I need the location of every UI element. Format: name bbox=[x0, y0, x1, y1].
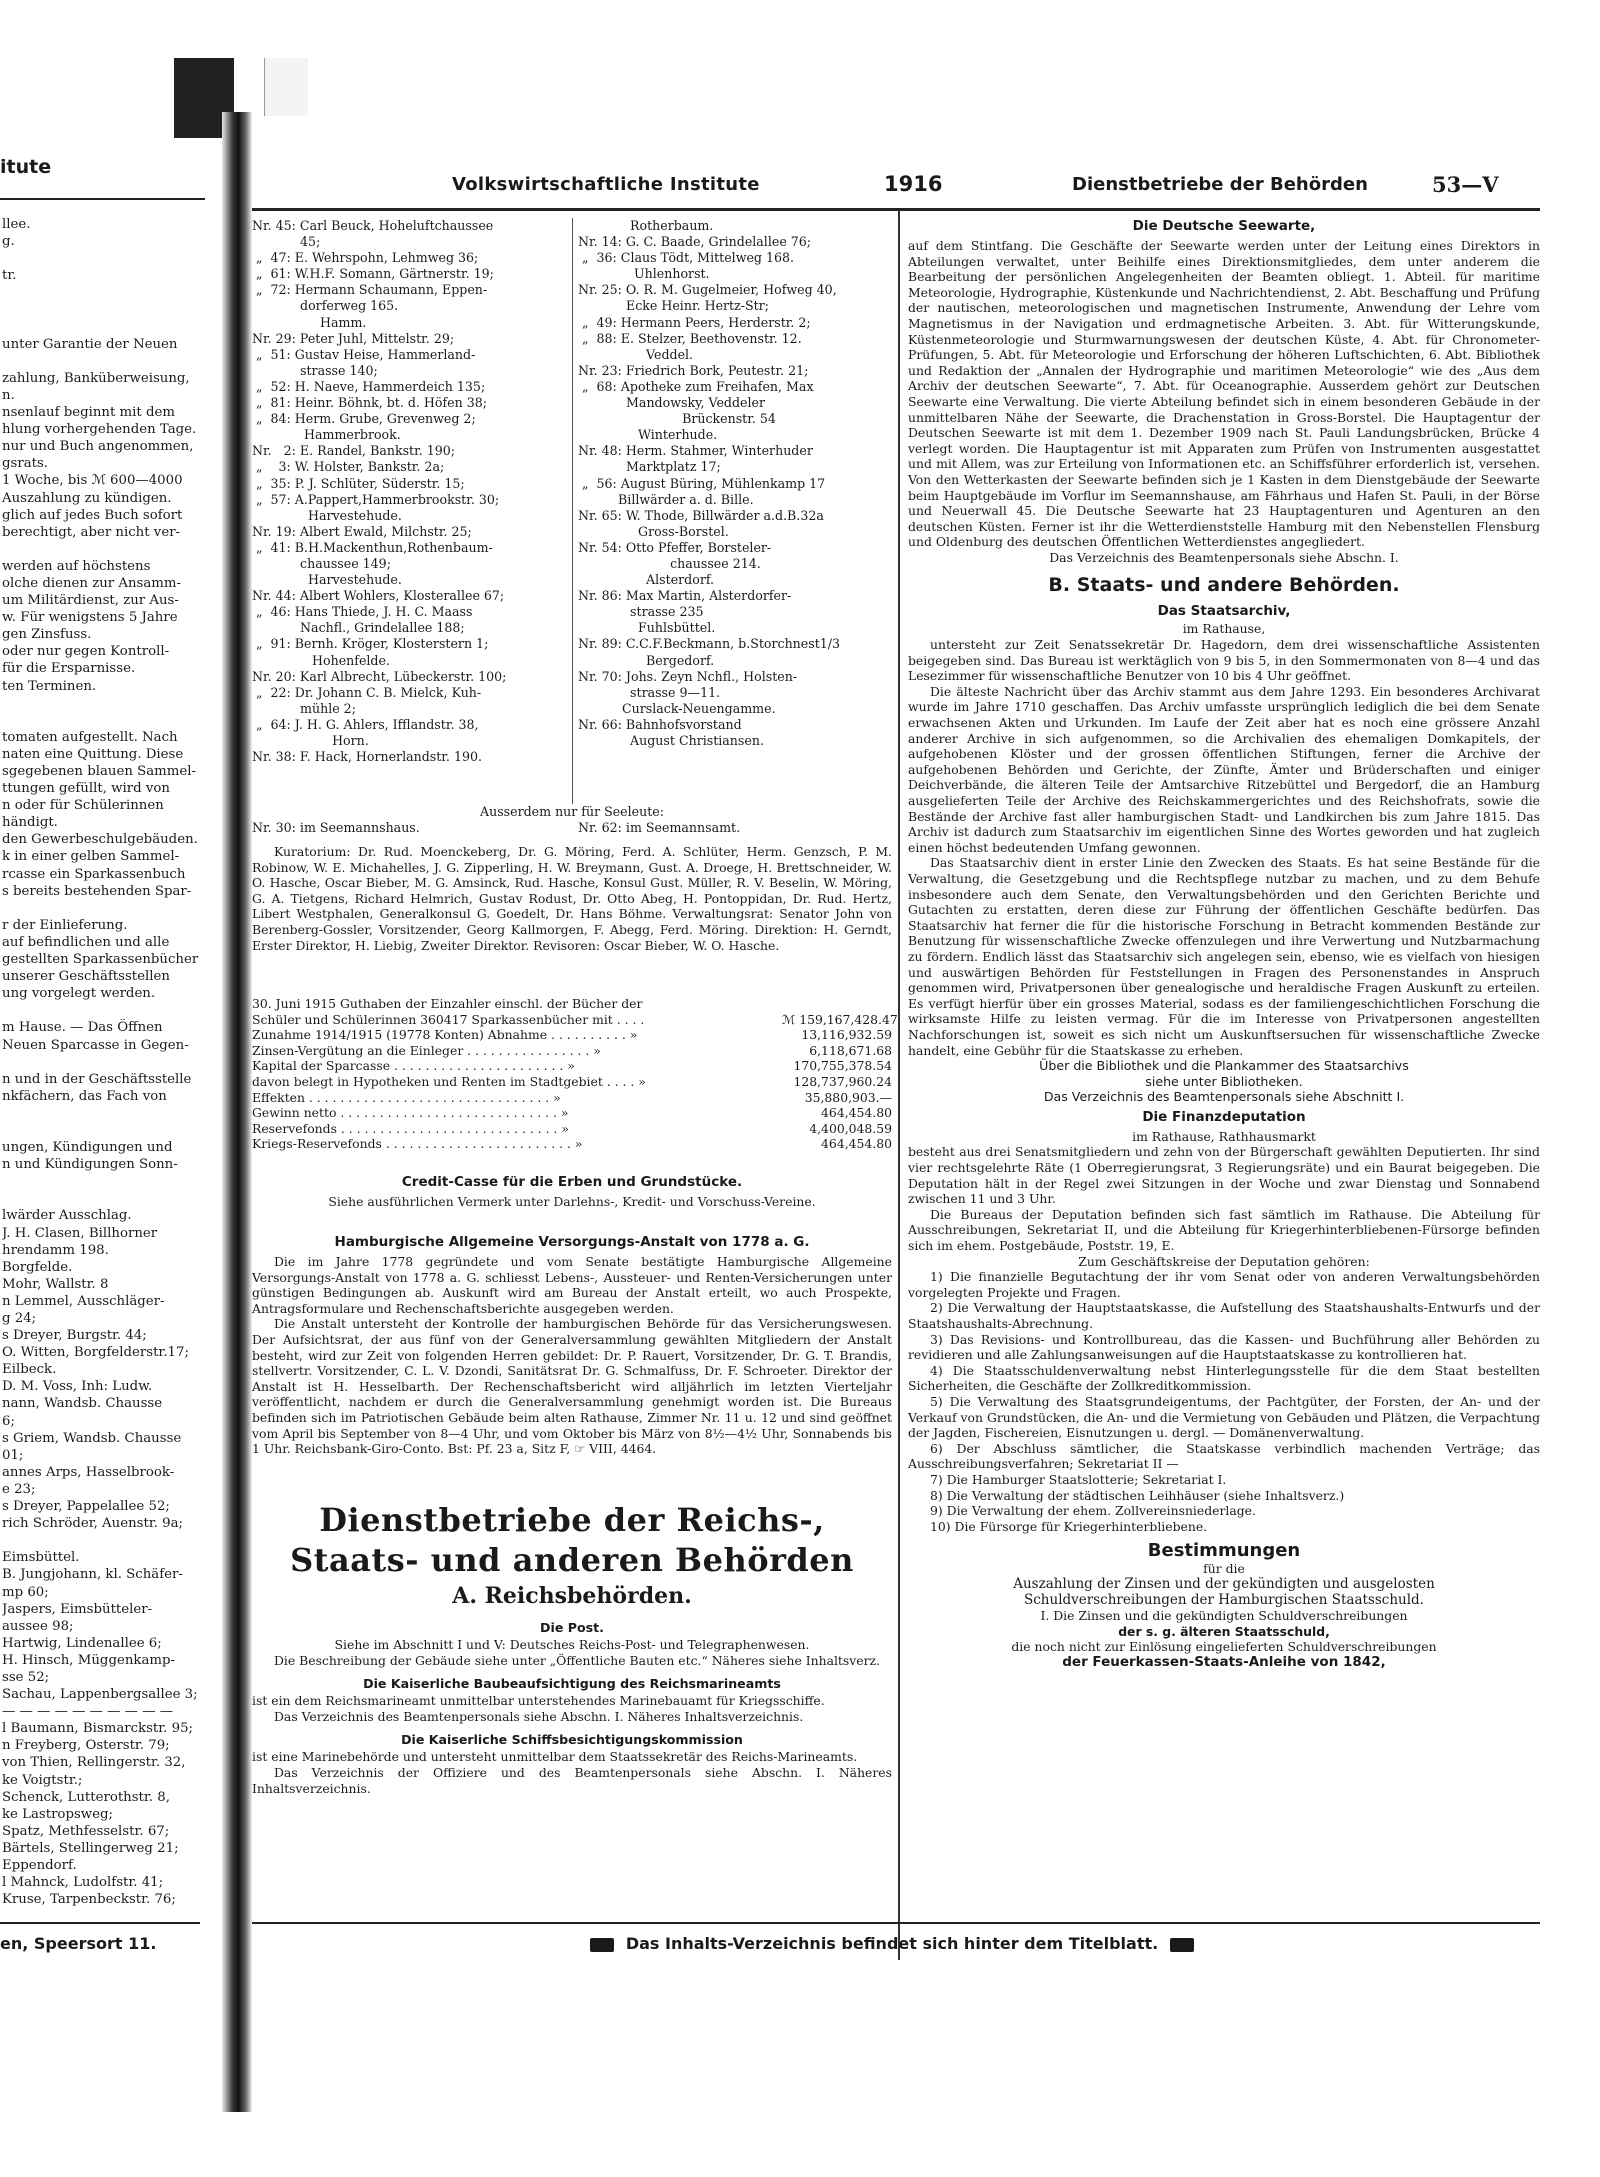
header-rule bbox=[252, 208, 1540, 211]
seeleute-left: Nr. 30: im Seemannshaus. bbox=[252, 820, 420, 836]
text-line: naten eine Quittung. Diese bbox=[2, 746, 184, 762]
versorgung-p2: Die Anstalt untersteht der Kontrolle der hamburgischen Behörde für das Versicherungswesen. Der Aufsichtsrat, der aus fünf von der Generalversammlung gewählten Mitgliedern der Anstalt besteht, wird zur Zeit von folgenden Herren gebildet: Dr. P. Rauert, Vorsitzender, Dr. G. T. Brandis, stellvertr. Vorsitzender, C. L. V. Dzondi, Sanitätsrat Dr. G. Schmalfuss, Dr. F. Schroeter. Direktor der Anstalt ist H. Hesselbarth. Der Rechenschaftsbericht wird alljährlich im letzten Vierteljahr veröffentlicht, nachdem er durch die Generalversammlung genehmigt worden ist. Die Bureaus befinden sich im Patriotischen Gebäude beim alten Rathause, Zimmer Nr. 11 u. 12 und sind geöffnet vom April bis September von 8—4 Uhr, und vom Oktober bis März von 8½—4½ Uhr, Sonnabends bis 1 Uhr. Reichsbank-Giro-Conto. Bst: Pf. 23 a, Sitz F, ☞ VIII, 4464. bbox=[252, 1316, 892, 1457]
library-tag-strip bbox=[264, 58, 308, 116]
text-line bbox=[2, 1054, 222, 1071]
bottom-note-text: Das Inhalts-Verzeichnis befindet sich hinter dem Titelblatt. bbox=[625, 1934, 1159, 1953]
stat-value bbox=[782, 996, 892, 1012]
text-line: nur und Buch angenommen, bbox=[2, 439, 194, 455]
seeleute-heading: Ausserdem nur für Seeleute: bbox=[480, 804, 664, 819]
text-line: gestellten Sparkassenbücher bbox=[2, 952, 199, 968]
text-line: „ 41: B.H.Mackenthun,Rothenbaum- bbox=[252, 539, 493, 555]
text-line: „ 22: Dr. Johann C. B. Mielck, Kuh- bbox=[252, 684, 482, 700]
text-line: „ 84: Herm. Grube, Grevenweg 2; bbox=[252, 411, 476, 427]
text-line: dorferweg 165. bbox=[252, 298, 399, 314]
geschaeftskreis-item: 10) Die Fürsorge für Kriegerhinterbliebene. bbox=[930, 1518, 1208, 1534]
collection-points-list-left bbox=[252, 218, 570, 765]
geschaeftskreis-item: 3) Das Revisions- und Kontrollbureau, das die Kassen- und Buchführung aller Behörden zu revidieren und alle Zahlungsanweisungen auf die Hauptstaatskasse zu kontrollieren hat. bbox=[908, 1331, 1540, 1363]
text-line: Nr. 44: Albert Wohlers, Klosterallee 67; bbox=[252, 588, 505, 604]
column-left bbox=[252, 218, 898, 1998]
text-line bbox=[2, 1122, 222, 1139]
text-line: Hammerbrook. bbox=[252, 427, 401, 443]
text-line: g. bbox=[2, 234, 15, 250]
text-line: olche dienen zur Ansamm- bbox=[2, 575, 182, 591]
text-line: n und in der Geschäftsstelle bbox=[2, 1071, 192, 1087]
text-line: „ 61: W.H.F. Somann, Gärtnerstr. 19; bbox=[252, 266, 494, 282]
text-line bbox=[2, 319, 222, 336]
text-line bbox=[2, 541, 222, 558]
geschaeftskreis-list bbox=[908, 1269, 1540, 1534]
text-line: Billwärder a. d. Bille. bbox=[578, 491, 754, 507]
text-line: Bärtels, Stellingerweg 21; bbox=[2, 1840, 179, 1856]
seewarte-title: Die Deutsche Seewarte, bbox=[1132, 218, 1316, 234]
text-line: Mandowsky, Veddeler bbox=[578, 395, 765, 411]
text-line: nann, Wandsb. Chausse bbox=[2, 1396, 163, 1412]
text-line: zahlung, Banküberweisung, bbox=[2, 370, 190, 386]
staatsarchiv-p3: Das Staatsarchiv dient in erster Linie den Zwecken des Staats. Es hat seine Bestände für die Verwaltung, die Gesetzgebung und die Rechtspflege nutzbar zu machen, und zu dem Behufe insbesondere auch dem Senate, den Verwaltungsbehörden und den Gerichten Berichte und Gutachten zu erstatten, deren diese zur Führung der öffentlichen Geschäfte bedürfen. Das Staatsarchiv hat ferner die für die historische Forschung in Betracht kommenden Bestände zur Benutzung für wissenschaftliche Zwecke offenzulegen und ihre Verwertung und Nutzbarmachung zu fördern. Endlich lässt das Staatsarchiv sich angelegen sein, ebenso, wie es vielfach von hiesigen und auswärtigen Behörden für Feststellungen in Fragen des Personenstandes in Anspruch genommen wird, Privatpersonen über genealogische und heraldische Fragen Auskunft zu erteilen. Es verfügt hierfür über ein grosses Material, sodass es der familiengeschichtlichen Forschung die wirksamste Hilfe zu leisten vermag. Für die im Interesse von Privatpersonen angestellten Nachforschungen ist, soweit es sich nicht um Auskunftsersuchen für wissenschaftliche Zwecke handelt, eine Gebühr für die Staatskasse zu erheben. bbox=[908, 855, 1540, 1058]
text-line: Mohr, Wallstr. 8 bbox=[2, 1276, 109, 1292]
text-line: ten Terminen. bbox=[2, 678, 97, 694]
credit-casse-title: Credit-Casse für die Erben und Grundstücke. bbox=[401, 1174, 743, 1190]
text-line: Nachfl., Grindelallee 188; bbox=[252, 620, 465, 636]
finanzdeputation-title: Die Finanzdeputation bbox=[1142, 1108, 1306, 1125]
text-line: ttungen gefüllt, wird von bbox=[2, 781, 170, 797]
sparcasse-statistics bbox=[252, 996, 898, 1152]
text-line: 6; bbox=[2, 1413, 15, 1429]
text-line: ke Voigtstr.; bbox=[2, 1772, 83, 1788]
dienst-title-line2: Staats- und anderen Behörden bbox=[290, 1541, 854, 1579]
text-line: Nr. 19: Albert Ewald, Milchstr. 25; bbox=[252, 523, 472, 539]
text-line: unserer Geschäftsstellen bbox=[2, 969, 170, 985]
text-line: mp 60; bbox=[2, 1584, 49, 1600]
stat-label: Schüler und Schülerinnen 360417 Sparkassenbücher mit . . . . bbox=[252, 1011, 645, 1027]
text-line: strasse 9—11. bbox=[578, 684, 721, 700]
geschaeftskreis-item: 2) Die Verwaltung der Hauptstaatskasse, die Aufstellung des Staatshaushalts-Entwurfs und der Staatshaushalts-Abrechnung. bbox=[908, 1300, 1540, 1331]
text-line bbox=[2, 250, 222, 267]
text-line: den Gewerbeschulgebäuden. bbox=[2, 832, 198, 848]
text-line: n. bbox=[2, 387, 15, 403]
text-line: Spatz, Methfesselstr. 67; bbox=[2, 1823, 170, 1839]
text-line: Fuhlsbüttel. bbox=[578, 620, 716, 636]
dienstbetriebe-block bbox=[252, 1500, 892, 1796]
kuratorium-paragraph bbox=[252, 844, 892, 953]
finanzdeputation-location: im Rathause, Rathhausmarkt bbox=[1132, 1128, 1316, 1144]
kuratorium-text: Kuratorium: Dr. Rud. Moenckeberg, Dr. G. Möring, Ferd. A. Schlüter, Herm. Genzsch, P. M. Robinow, W. E. Michahelles, J. G. Zipperling, H. W. Breymann, Gust. A. Droege, H. Brettschneider, W. O. Hasche, Oscar Bieber, M. G. Amsinck, Rud. Hasche, Konsul Gust. Müller, R. V. Beselin, W. Möring, G. A. Tietgens, Richard Helmrich, Gustav Rodust, Dr. Otto Abeg, H. Pontoppidan, Dr. Rud. Hertz, Libert Westphalen, Generalkonsul G. Goedelt, Dr. Hans Böhme. Verwaltungsrat: Senator John von Berenberg-Gossler, Vorsitzender, Georg Kallmorgen, F. Abegg, Ferd. Möring. Direktion: H. Gerndt, Erster Direktor, H. Liebig, Zweiter Direktor. Revisoren: Oscar Bieber, W. O. Hasche. bbox=[252, 844, 892, 953]
text-line: Horn. bbox=[252, 733, 369, 748]
geschaeftskreis-item: 4) Die Staatsschuldenverwaltung nebst Hinterlegungsstelle für die dem Staat bestellten Sicherheiten, die Geschäfte der Zollkreditkommission. bbox=[908, 1362, 1540, 1394]
bestimmungen-line6: die noch nicht zur Einlösung eingelieferten Schuldverschreibungen bbox=[1011, 1639, 1437, 1655]
stat-value: 6,118,671.68 bbox=[809, 1042, 892, 1058]
stat-value: 128,737,960.24 bbox=[793, 1073, 892, 1089]
geschaeftskreis-item: 8) Die Verwaltung der städtischen Leihhäuser (siehe Inhaltsverz.) bbox=[930, 1487, 1345, 1503]
staatsarchiv-p1: untersteht zur Zeit Senatssekretär Dr. Hagedorn, dem drei wissenschaftliche Assistenten beigegeben sind. Das Bureau ist werktäglich von 9 bis 5, in den Sommermonaten von 8—4 und das Lesezimmer für wissenschaftliche Benutzer von 10 bis 4 Uhr geöffnet. bbox=[908, 637, 1540, 684]
text-line: Jaspers, Eimsbütteler- bbox=[2, 1601, 153, 1617]
geschaeftskreis-item: 7) Die Hamburger Staatslotterie; Sekretariat I. bbox=[930, 1471, 1227, 1487]
text-line: s bereits bestehenden Spar- bbox=[2, 883, 192, 899]
text-line: Brückenstr. 54 bbox=[578, 411, 776, 427]
text-line: strasse 140; bbox=[252, 362, 378, 378]
text-line: Marktplatz 17; bbox=[578, 459, 721, 475]
text-line: Nr. 25: O. R. M. Gugelmeier, Hofweg 40, bbox=[578, 282, 837, 298]
stat-row bbox=[252, 1011, 898, 1028]
stat-row bbox=[252, 1136, 892, 1152]
text-line: — — — — — — — — — — bbox=[2, 1704, 174, 1720]
page-number: 53—V bbox=[1432, 172, 1499, 197]
text-line: „ 51: Gustav Heise, Hammerland- bbox=[252, 346, 476, 362]
stat-value: 464,454.80 bbox=[821, 1136, 892, 1152]
text-line: „ 56: August Büring, Mühlenkamp 17 bbox=[578, 475, 826, 491]
text-line: Nr. 65: W. Thode, Billwärder a.d.B.32a bbox=[578, 507, 824, 523]
stat-value: ℳ 159,167,428.47 bbox=[782, 1011, 898, 1027]
stat-row bbox=[252, 1074, 892, 1090]
page-header bbox=[252, 168, 1542, 202]
text-line: von Thien, Rellingerstr. 32, bbox=[2, 1755, 186, 1771]
text-line: Ecke Heinr. Hertz-Str; bbox=[578, 298, 769, 314]
pointing-hand-icon bbox=[590, 1938, 614, 1952]
text-line: l Mahnck, Ludolfstr. 41; bbox=[2, 1875, 164, 1891]
text-line bbox=[2, 1173, 222, 1190]
schiffsbesichtigung-text1: ist eine Marinebehörde und untersteht unmittelbar dem Staatssekretär des Reichs-Marineamts. bbox=[252, 1749, 858, 1765]
text-line: händigt. bbox=[2, 815, 58, 831]
credit-casse-block bbox=[252, 1168, 892, 1210]
schiffsbesichtigung-text2: Das Verzeichnis der Offiziere und des Beamtenpersonals siehe Abschn. I. Näheres Inhaltsverzeichnis. bbox=[252, 1764, 892, 1796]
text-line: Winterhude. bbox=[578, 427, 718, 443]
left-page-header: itute bbox=[0, 156, 52, 178]
stat-row bbox=[252, 996, 892, 1012]
text-line: Nr. 89: C.C.F.Beckmann, b.Storchnest1/3 bbox=[578, 636, 841, 652]
page-fold-shadow bbox=[222, 112, 252, 2112]
finanzdeputation-p2: Die Bureaus der Deputation befinden sich fast sämtlich im Rathause. Die Abteilung für Ausschreibungen, Sekretariat II, und die Abteilung für Kriegerhinterbliebenen-Fürsorge befinden sich im ehem. Postgebäude, Poststr. 19, E. bbox=[908, 1206, 1540, 1254]
seewarte-verzeichnis: Das Verzeichnis des Beamtenpersonals siehe Abschn. I. bbox=[1049, 549, 1399, 565]
text-line bbox=[2, 301, 222, 318]
post-text2: Die Beschreibung der Gebäude siehe unter „Öffentliche Bauten etc.“ Näheres siehe Inhaltsverz. bbox=[274, 1652, 880, 1668]
sub-column-divider bbox=[572, 218, 573, 804]
credit-casse-text: Siehe ausführlichen Vermerk unter Darlehns-, Kredit- und Vorschuss-Vereine. bbox=[328, 1194, 816, 1209]
stat-value: 4,400,048.59 bbox=[809, 1120, 892, 1136]
text-line: oder nur gegen Kontroll- bbox=[2, 644, 170, 660]
main-page bbox=[252, 112, 1552, 2102]
finanzdeputation-p1: besteht aus drei Senatsmitgliedern und zehn von der Bürgerschaft gewählten Deputierten. Ihr sind vier rechtsgelehrte Räte (1 Oberregierungsrat, 3 Regierungsräte) und ein Baurat beigegeben. Die Deputation hält in der Regel zwei Sitzungen in der Woche und zwar Dienstag und Sonnabend zwischen 11 und 3 Uhr. bbox=[908, 1144, 1540, 1207]
text-line bbox=[2, 1190, 222, 1207]
text-line: r der Einlieferung. bbox=[2, 917, 128, 933]
text-line: chaussee 214. bbox=[578, 555, 761, 571]
text-line bbox=[2, 1105, 222, 1122]
stat-value: 35,880,903.— bbox=[804, 1089, 892, 1105]
text-line: „ 88: E. Stelzer, Beethovenstr. 12. bbox=[578, 330, 802, 346]
previous-page-fragment bbox=[0, 112, 222, 2102]
text-line: „ 68: Apotheke zum Freihafen, Max bbox=[578, 378, 814, 394]
text-line: annes Arps, Hasselbrook- bbox=[2, 1464, 175, 1480]
versorgung-title: Hamburgische Allgemeine Versorgungs-Anstalt von 1778 a. G. bbox=[334, 1234, 810, 1250]
text-line: Nr. 29: Peter Juhl, Mittelstr. 29; bbox=[252, 330, 455, 346]
text-line: werden auf höchstens bbox=[2, 558, 151, 574]
geschaeftskreis-item: 5) Die Verwaltung des Staatsgrundeigentums, der Pachtgüter, der Forsten, der An- und der Verkauf von Grundstücken, die An- und die Vermietung von Gebäuden und Plätzen, die Verpachtung der Jagden, Fischereien, Eisnutzungen u. dergl. — Domänenverwaltung. bbox=[908, 1393, 1540, 1441]
text-line: llee. bbox=[2, 217, 31, 232]
text-line: tr. bbox=[2, 268, 17, 284]
text-line: n oder für Schülerinnen bbox=[2, 798, 164, 814]
text-line: ke Lastropsweg; bbox=[2, 1806, 114, 1822]
left-page-footer: en, Speersort 11. bbox=[0, 1934, 157, 1953]
text-line: Auszahlung zu kündigen. bbox=[2, 490, 172, 506]
text-line: „ 3: W. Holster, Bankstr. 2a; bbox=[252, 459, 445, 475]
stat-label: davon belegt in Hypotheken und Renten im Stadtgebiet . . . . » bbox=[252, 1073, 646, 1089]
text-line: glich auf jedes Buch sofort bbox=[2, 507, 183, 523]
text-line: Nr. 14: G. C. Baade, Grindelallee 76; bbox=[578, 234, 812, 250]
text-line: ung vorgelegt werden. bbox=[2, 986, 156, 1002]
text-line: Hohenfelde. bbox=[252, 652, 390, 668]
bibliothek-note-2: siehe unter Bibliotheken. bbox=[1145, 1073, 1303, 1089]
text-line: n Freyberg, Osterstr. 79; bbox=[2, 1738, 170, 1754]
text-line: e 23; bbox=[2, 1481, 36, 1497]
stat-value: 13,116,932.59 bbox=[801, 1027, 892, 1043]
stat-row bbox=[252, 1043, 892, 1059]
header-left-title: Volkswirtschaftliche Institute bbox=[452, 174, 760, 195]
seeleute-block bbox=[252, 804, 892, 836]
staatsarchiv-location: im Rathause, bbox=[1182, 621, 1266, 637]
text-line: „ 49: Hermann Peers, Herderstr. 2; bbox=[578, 314, 811, 330]
text-line bbox=[2, 695, 222, 712]
text-line: Hartwig, Lindenallee 6; bbox=[2, 1635, 162, 1651]
stat-value: 464,454.80 bbox=[821, 1105, 892, 1121]
seewarte-text: auf dem Stintfang. Die Geschäfte der Seewarte werden unter der Leitung eines Direktors in Abteilungen verwaltet, unter Beihilfe eines Direktionsmitgliedes, dem unter anderem die Bearbeitung der persönlichen Angelegenheiten der Beamten obliegt. 1. Abteil. für maritime Meteorologie, Hydrographie, Küstenkunde und Nachrichtendienst, 2. Abt. Beschaffung und Prüfung der nautischen, meteorologischen und magnetischen Instrumente, Anwendung der Lehre vom Magnetismus in der Navigation und erdmagnetische Arbeiten. 3. Abt. für Witterungskunde, Küstenmeteorologie und Sturmwarnungswesen der deutschen Küste, 4. Abt. für Chronometer-Prüfungen, 5. Abt. für Meteorologie und Erforschung der höheren Luftschichten, 6. Abt. Bibliothek und Redaktion der „Annalen der Hydrographie und maritimen Meteorologie“ wie des „Aus dem Archiv der deutschen Seewarte“, 7. Abt. für Oceanographie. Ausserdem gehört zur Deutschen Seewarte eine Verwaltung. Die vierte Abteilung befindet sich in einem besonderen Gebäude in der unmittelbaren Nähe der Seewarte, die Drachenstation in Gross-Borstel. Die Hauptagentur der Deutschen Seewarte ist mit dem 1. Dezember 1909 nach St. Pauli Landungsbrücken, Brücke 4 verlegt worden. Die Hauptagentur ist mit Apparaten zum Prüfen von Instrumenten ausgestattet und mit Allem, was zur Erteilung von Informationen etc. an Schiffsführer erforderlich ist, versehen. Von den Wetterkasten der Seewarte befinden sich je 1 Kasten in dem Dienstgebäude der Seewarte beim Hauptgebäude im Vorflur im Seemannshause, am Fährhaus und Hafen St. Pauli, in der Börse und Neuerwall 45. Die Deutsche Seewarte hat 23 Hauptagenturen und Agenturen an den deutschen Küsten. Ferner ist ihr die Wetterdienststelle Hamburg mit den Nebenstellen Flensburg und Oldenburg des deutschen Öffentlichen Wetterdienstes angegliedert. bbox=[908, 238, 1540, 550]
dienst-title-line1: Dienstbetriebe der Reichs-, bbox=[319, 1501, 825, 1539]
stat-row bbox=[252, 1027, 892, 1043]
text-line: s Griem, Wandsb. Chausse bbox=[2, 1430, 182, 1446]
text-line: Nr. 20: Karl Albrecht, Lübeckerstr. 100; bbox=[252, 668, 507, 684]
text-line: „ 72: Hermann Schaumann, Eppen- bbox=[252, 282, 488, 298]
pointing-hand-icon bbox=[1170, 1938, 1194, 1952]
text-line: „ 46: Hans Thiede, J. H. C. Maass bbox=[252, 604, 473, 620]
stat-value: 170,755,378.54 bbox=[793, 1058, 892, 1074]
bibliothek-note-1: Über die Bibliothek und die Plankammer des Staatsarchivs bbox=[1039, 1058, 1409, 1074]
stat-row bbox=[252, 1105, 892, 1121]
text-line: J. H. Clasen, Billhorner bbox=[2, 1225, 158, 1241]
left-page-lines bbox=[2, 216, 222, 1908]
stat-label: Gewinn netto . . . . . . . . . . . . . . . . . . . . . . . . . . . . » bbox=[252, 1105, 569, 1121]
text-line: ungen, Kündigungen und bbox=[2, 1140, 173, 1156]
schiffsbesichtigung-title: Die Kaiserliche Schiffsbesichtigungskommission bbox=[401, 1732, 743, 1748]
text-line: Borgfelde. bbox=[2, 1259, 73, 1275]
text-line: „ 57: A.Pappert,Hammerbrookstr. 30; bbox=[252, 491, 500, 507]
left-bottom-rule bbox=[0, 1922, 200, 1924]
text-line bbox=[2, 712, 222, 729]
text-line: gen Zinsfuss. bbox=[2, 627, 92, 643]
text-line: hrendamm 198. bbox=[2, 1242, 109, 1258]
text-line: Nr. 2: E. Randel, Bankstr. 190; bbox=[252, 443, 456, 459]
bestimmungen-line2: Auszahlung der Zinsen und der gekündigten und ausgelosten bbox=[1013, 1575, 1435, 1592]
text-line: mühle 2; bbox=[252, 700, 356, 716]
text-line: Nr. 48: Herm. Stahmer, Winterhuder bbox=[578, 443, 813, 459]
text-line: Nr. 45: Carl Beuck, Hoheluftchaussee bbox=[252, 218, 494, 233]
text-line: Eimsbüttel. bbox=[2, 1550, 80, 1566]
text-line: O. Witten, Borgfelderstr.17; bbox=[2, 1345, 189, 1361]
post-text1: Siehe im Abschnitt I und V: Deutsches Reichs-Post- und Telegraphenwesen. bbox=[334, 1637, 810, 1652]
geschaeftskreis-heading: Zum Geschäftskreise der Deputation gehören: bbox=[1078, 1253, 1370, 1269]
text-line: D. M. Voss, Inh: Ludw. bbox=[2, 1379, 153, 1395]
stat-row bbox=[252, 1090, 892, 1106]
stat-label: 30. Juni 1915 Guthaben der Einzahler einschl. der Bücher der bbox=[252, 996, 643, 1011]
stat-label: Zunahme 1914/1915 (19778 Konten) Abnahme . . . . . . . . . . » bbox=[252, 1027, 638, 1043]
header-right-title: Dienstbetriebe der Behörden bbox=[1072, 174, 1368, 195]
text-line: Kruse, Tarpenbeckstr. 76; bbox=[2, 1892, 176, 1908]
text-line: Nr. 66: Bahnhofsvorstand bbox=[578, 716, 742, 732]
bestimmungen-line4: I. Die Zinsen und die gekündigten Schuldverschreibungen bbox=[1040, 1608, 1408, 1624]
text-line: „ 35: P. J. Schlüter, Süderstr. 15; bbox=[252, 475, 465, 491]
text-line: lwärder Ausschlag. bbox=[2, 1208, 132, 1224]
text-line: Harvestehude. bbox=[252, 507, 402, 523]
section-b-title: B. Staats- und andere Behörden. bbox=[1048, 574, 1400, 597]
text-line: „ 91: Bernh. Kröger, Klosterstern 1; bbox=[252, 636, 489, 652]
stat-label: Reservefonds . . . . . . . . . . . . . . . . . . . . . . . . . . . . » bbox=[252, 1120, 570, 1136]
text-line: für die Ersparnisse. bbox=[2, 661, 136, 677]
text-line: auf befindlichen und alle bbox=[2, 934, 170, 950]
text-line: Eppendorf. bbox=[2, 1858, 77, 1873]
text-line: Nr. 38: F. Hack, Hornerlandstr. 190. bbox=[252, 749, 482, 765]
seeleute-right: Nr. 62: im Seemannsamt. bbox=[578, 820, 741, 836]
text-line: Hamm. bbox=[252, 314, 367, 330]
text-line: n Lemmel, Ausschläger- bbox=[2, 1293, 165, 1309]
collection-points-list-right bbox=[578, 218, 892, 749]
text-line: nkfächern, das Fach von bbox=[2, 1088, 167, 1104]
staatsarchiv-p2: Die älteste Nachricht über das Archiv stammt aus dem Jahre 1293. Ein besonderes Archivarat wurde im Jahre 1710 geschaffen. Das Archiv umfasste ursprünglich lediglich die bei dem Senate erwachsenen Akten und Urkunden. Im Laufe der Zeit aber hat es noch eine grössere Anzahl anderer Archive in sich aufgenommen, so die Archivalien des ehemaligen Domkapitels, der aufgehobenen Klöster und der grossen öffentlichen Stiftungen, ferner die Archive der aufgehobenen Behörden und Gerichte, der Zünfte, Ämter und Brüderschaften und einiger Deichverbände, die älteren Teile der Amtsarchive Ritzebüttel und Bergedorf, die an Hamburg ausgelieferten Teile der Archive des Reichskammergerichtes und des Reichshofrats, sowie die Bestände der Archive fast aller hamburgischen Stadt- und Landkirchen bis zum Jahre 1815. Das Archiv ist dadurch zum Staatsarchiv im eigentlichen Sinne des Wortes geworden und hat zugleich einen höchst bedeutenden Umfang gewonnen. bbox=[908, 683, 1540, 855]
column-right bbox=[908, 218, 1540, 1988]
bestimmungen-title: Bestimmungen bbox=[1147, 1540, 1301, 1562]
text-line: sgegebenen blauen Sammel- bbox=[2, 764, 196, 779]
text-line: nsenlauf beginnt mit dem bbox=[2, 405, 175, 421]
left-header-rule bbox=[0, 198, 205, 200]
stat-row bbox=[252, 1058, 892, 1074]
text-line: Sachau, Lappenbergsallee 3; bbox=[2, 1687, 198, 1703]
text-line: Harvestehude. bbox=[252, 572, 402, 588]
text-line: Uhlenhorst. bbox=[578, 266, 710, 282]
stat-row bbox=[252, 1121, 892, 1137]
text-line: chaussee 149; bbox=[252, 555, 391, 571]
section-a-title: A. Reichsbehörden. bbox=[452, 1583, 692, 1609]
text-line: 1 Woche, bis ℳ 600—4000 bbox=[2, 473, 183, 489]
text-line: „ 47: E. Wehrspohn, Lehmweg 36; bbox=[252, 250, 479, 266]
stat-label: Kriegs-Reservefonds . . . . . . . . . . . . . . . . . . . . . . . . » bbox=[252, 1136, 583, 1152]
text-line: 45; bbox=[252, 234, 321, 250]
text-line: August Christiansen. bbox=[578, 733, 764, 748]
bestimmungen-line7: der Feuerkassen-Staats-Anleihe von 1842, bbox=[1062, 1653, 1386, 1670]
text-line bbox=[2, 1532, 222, 1549]
text-line: Nr. 23: Friedrich Bork, Peutestr. 21; bbox=[578, 362, 809, 378]
text-line: berechtigt, aber nicht ver- bbox=[2, 524, 181, 540]
bestimmungen-line5: der s. g. älteren Staatsschuld, bbox=[1118, 1623, 1330, 1639]
text-line: Gross-Borstel. bbox=[578, 523, 729, 539]
versorgung-p1: Die im Jahre 1778 gegründete und vom Senate bestätigte Hamburgische Allgemeine Versorgungs-Anstalt von 1778 a. G. schliesst Lebens-, Aussteuer- und Renten-Versicherungen unter günstigen Bedingungen ab. Auskunft wird am Bureau der Anstalt erteilt, wo auch Prospekte, Antragsformulare und Rechenschaftsberichte ausgegeben werden. bbox=[252, 1254, 892, 1316]
text-line: Curslack-Neuengamme. bbox=[578, 700, 776, 716]
geschaeftskreis-item: 9) Die Verwaltung der ehem. Zollvereinsniederlage. bbox=[930, 1503, 1256, 1519]
text-line: Rotherbaum. bbox=[578, 218, 714, 233]
text-line: Alsterdorf. bbox=[578, 572, 715, 588]
text-line: sse 52; bbox=[2, 1669, 50, 1685]
text-line: H. Hinsch, Müggenkamp- bbox=[2, 1652, 175, 1668]
bauaufsicht-text1: ist ein dem Reichsmarineamt unmittelbar unterstehendes Marinebauamt für Kriegsschiffe. bbox=[252, 1693, 825, 1709]
text-line: hlung vorhergehenden Tage. bbox=[2, 422, 197, 438]
bottom-rule bbox=[252, 1922, 1540, 1924]
text-line bbox=[2, 1002, 222, 1019]
text-line: strasse 235 bbox=[578, 604, 704, 620]
text-line: n und Kündigungen Sonn- bbox=[2, 1157, 178, 1173]
text-line bbox=[2, 284, 222, 301]
text-line: Veddel. bbox=[578, 346, 694, 362]
geschaeftskreis-item: 1) Die finanzielle Begutachtung der ihr vom Senat oder von anderen Verwaltungsbehörden vorgelegten Projekte und Fragen. bbox=[908, 1269, 1540, 1300]
bauaufsicht-text2: Das Verzeichnis des Beamtenpersonals siehe Abschn. I. Näheres Inhaltsverzeichnis. bbox=[274, 1708, 804, 1724]
text-line: um Militärdienst, zur Aus- bbox=[2, 593, 179, 609]
text-line: rcasse ein Sparkassenbuch bbox=[2, 866, 186, 882]
text-line bbox=[2, 353, 222, 370]
post-title: Die Post. bbox=[540, 1620, 604, 1635]
text-line: Nr. 86: Max Martin, Alsterdorfer- bbox=[578, 588, 792, 604]
text-line: Bergedorf. bbox=[578, 652, 715, 668]
text-line: 01; bbox=[2, 1447, 24, 1463]
text-line: Eilbeck. bbox=[2, 1362, 57, 1378]
text-line: g 24; bbox=[2, 1311, 37, 1326]
versorgung-block bbox=[252, 1228, 892, 1457]
text-line: tomaten aufgestellt. Nach bbox=[2, 729, 178, 745]
staatsarchiv-verzeichnis: Das Verzeichnis des Beamtenpersonals siehe Abschnitt I. bbox=[1043, 1089, 1405, 1105]
text-line: s Dreyer, Pappelallee 52; bbox=[2, 1499, 170, 1515]
geschaeftskreis-item: 6) Der Abschluss sämtlicher, die Staatskasse verbindlich machenden Verträge; das Ausschreibungsverfahren; Sekretariat II — bbox=[908, 1440, 1540, 1472]
text-line: Nr. 54: Otto Pfeffer, Borsteler- bbox=[578, 539, 772, 555]
staatsarchiv-title: Das Staatsarchiv, bbox=[1157, 603, 1291, 620]
text-line: B. Jungjohann, kl. Schäfer- bbox=[2, 1567, 183, 1583]
text-line: w. Für wenigstens 5 Jahre bbox=[2, 610, 178, 626]
text-line bbox=[2, 900, 222, 917]
text-line: unter Garantie der Neuen bbox=[2, 336, 178, 352]
text-line: Neuen Sparcasse in Gegen- bbox=[2, 1037, 189, 1053]
text-line: k in einer gelben Sammel- bbox=[2, 849, 180, 865]
text-line: „ 64: J. H. G. Ahlers, Ifflandstr. 38, bbox=[252, 716, 479, 732]
column-divider bbox=[898, 210, 900, 1960]
bauaufsicht-title: Die Kaiserliche Baubeaufsichtigung des Reichsmarineamts bbox=[363, 1676, 781, 1692]
bestimmungen-line1: für die bbox=[1203, 1561, 1245, 1577]
text-line: Schenck, Lutterothstr. 8, bbox=[2, 1789, 170, 1805]
stat-label: Zinsen-Vergütung an die Einleger . . . . . . . . . . . . . . . . » bbox=[252, 1042, 601, 1058]
header-year: 1916 bbox=[884, 172, 943, 196]
text-line: „ 36: Claus Tödt, Mittelweg 168. bbox=[578, 250, 795, 266]
text-line: m Hause. — Das Öffnen bbox=[2, 1020, 163, 1036]
text-line: rich Schröder, Auenstr. 9a; bbox=[2, 1516, 184, 1532]
text-line: gsrats. bbox=[2, 456, 49, 472]
text-line: s Dreyer, Burgstr. 44; bbox=[2, 1328, 147, 1344]
text-line: aussee 98; bbox=[2, 1618, 74, 1634]
text-line: Nr. 70: Johs. Zeyn Nchfl., Holsten- bbox=[578, 668, 798, 684]
stat-label: Effekten . . . . . . . . . . . . . . . . . . . . . . . . . . . . . . . » bbox=[252, 1089, 561, 1105]
bestimmungen-line3: Schuldverschreibungen der Hamburgischen Staatsschuld. bbox=[1024, 1591, 1424, 1608]
text-line: „ 81: Heinr. Böhnk, bt. d. Höfen 38; bbox=[252, 395, 487, 411]
text-line: l Baumann, Bismarckstr. 95; bbox=[2, 1721, 194, 1737]
bottom-note bbox=[512, 1934, 1272, 1953]
stat-label: Kapital der Sparcasse . . . . . . . . . . . . . . . . . . . . . . » bbox=[252, 1058, 575, 1074]
text-line: „ 52: H. Naeve, Hammerdeich 135; bbox=[252, 378, 486, 394]
